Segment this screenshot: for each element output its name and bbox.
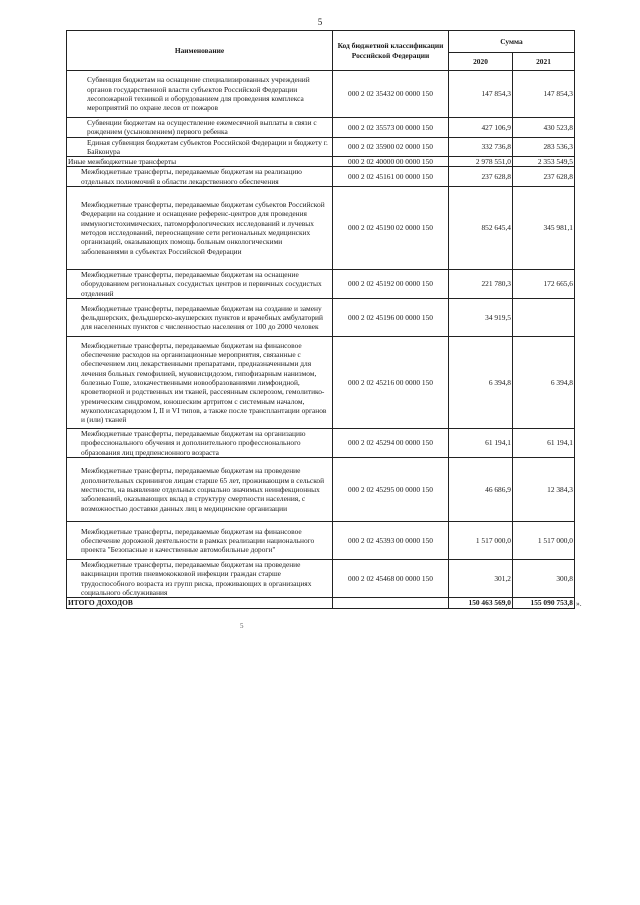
row-value-2021: 147 854,3 xyxy=(513,71,575,118)
row-value-2020: 332 736,8 xyxy=(449,137,513,157)
table-row xyxy=(67,299,575,337)
row-name: Межбюджетные трансферты, передаваемые бюджетам на реализацию отдельных полномочий в области лекарственного обеспечения xyxy=(67,167,333,187)
row-name: Единая субвенция бюджетам субъектов Российской Федерации и бюджету г. Байконура xyxy=(67,137,333,157)
row-value-2021: 345 981,1 xyxy=(513,187,575,270)
row-value-2020: 61 194,1 xyxy=(449,429,513,458)
row-value-2020: 852 645,4 xyxy=(449,187,513,270)
header-sum: Сумма xyxy=(449,31,575,53)
row-value-2021: 283 536,3 xyxy=(513,137,575,157)
row-code: 000 2 02 45468 00 0000 150 xyxy=(333,560,449,598)
revenue-table xyxy=(66,30,575,609)
row-value-2020: 147 854,3 xyxy=(449,71,513,118)
header-code: Код бюджетной классификации Российской Федерации xyxy=(333,31,449,71)
row-code: 000 2 02 45190 02 0000 150 xyxy=(333,187,449,270)
table-row xyxy=(67,429,575,458)
table-row xyxy=(67,522,575,560)
row-name: Межбюджетные трансферты, передаваемые бюджетам на проведение дополнительных скринингов лицам старше 65 лет, проживающим в сельской местности, на выявление отдельных социально значимых неинфекционных заболеваний, оказывающих вклад в структуру смертности населения, с возможностью доставки данных лиц в медицинские организации xyxy=(67,458,333,522)
row-name: Межбюджетные трансферты, передаваемые бюджетам на оснащение оборудованием региональных сосудистых центров и первичных сосудистых отделений xyxy=(67,270,333,299)
table-row xyxy=(67,157,575,167)
row-code: 000 2 02 35573 00 0000 150 xyxy=(333,118,449,138)
table-row xyxy=(67,137,575,157)
row-name: Субвенция бюджетам на оснащение специализированных учреждений органов государственной власти субъектов Российской Федерации лесопожарной техникой и оборудованием для проведения комплекса мероприятий по охране лесов от пожаров xyxy=(67,71,333,118)
total-row xyxy=(67,598,575,608)
row-code: 000 2 02 45393 00 0000 150 xyxy=(333,522,449,560)
table-row xyxy=(67,458,575,522)
row-value-2020: 2 978 551,0 xyxy=(449,157,513,167)
row-value-2021: 12 384,3 xyxy=(513,458,575,522)
row-code: 000 2 02 40000 00 0000 150 xyxy=(333,157,449,167)
row-value-2020: 1 517 000,0 xyxy=(449,522,513,560)
header-name: Наименование xyxy=(67,31,333,71)
row-name: Межбюджетные трансферты, передаваемые бюджетам на создание и замену фельдшерских, фельдшерско-акушерских пунктов и врачебных амбулаторий для населенных пунктов с численностью населения от 100 до 2000 человек xyxy=(67,299,333,337)
row-value-2021: 237 628,8 xyxy=(513,167,575,187)
row-value-2021: 1 517 000,0 xyxy=(513,522,575,560)
table-row xyxy=(67,337,575,429)
row-value-2021 xyxy=(513,299,575,337)
table-row xyxy=(67,270,575,299)
row-name: Межбюджетные трансферты, передаваемые бюджетам субъектов Российской Федерации на создание и оснащение референс-центров для проведения иммуногистохимических, патоморфологических исследований и лучевых методов исследований, переоснащение сети региональных медицинских организаций, оказывающих помощь больным онкологическими заболеваниями в субъектах Российской Федерации xyxy=(67,187,333,270)
row-code: 000 2 02 35432 00 0000 150 xyxy=(333,71,449,118)
row-value-2020: 46 686,9 xyxy=(449,458,513,522)
row-value-2021: 2 353 549,5 xyxy=(513,157,575,167)
row-code: 000 2 02 45295 00 0000 150 xyxy=(333,458,449,522)
row-value-2020: 6 394,8 xyxy=(449,337,513,429)
row-code: 000 2 02 35900 02 0000 150 xyxy=(333,137,449,157)
header-year-2020: 2020 xyxy=(449,53,513,71)
row-value-2021: 172 665,6 xyxy=(513,270,575,299)
total-label: ИТОГО ДОХОДОВ xyxy=(67,598,333,608)
row-code: 000 2 02 45216 00 0000 150 xyxy=(333,337,449,429)
row-code: 000 2 02 45294 00 0000 150 xyxy=(333,429,449,458)
table-row xyxy=(67,167,575,187)
row-name: Иные межбюджетные трансферты xyxy=(67,157,333,167)
row-name: Межбюджетные трансферты, передаваемые бюджетам на организацию профессионального обучения и дополнительного профессионального образования лиц предпенсионного возраста xyxy=(67,429,333,458)
table-row xyxy=(67,560,575,598)
table-row xyxy=(67,187,575,270)
total-code xyxy=(333,598,449,608)
header-year-2021: 2021 xyxy=(513,53,575,71)
total-value-2020: 150 463 569,0 xyxy=(449,598,513,608)
table-row xyxy=(67,71,575,118)
row-value-2021: 300,8 xyxy=(513,560,575,598)
row-code: 000 2 02 45192 00 0000 150 xyxy=(333,270,449,299)
row-value-2020: 427 106,9 xyxy=(449,118,513,138)
row-code: 000 2 02 45161 00 0000 150 xyxy=(333,167,449,187)
row-value-2020: 221 780,3 xyxy=(449,270,513,299)
total-value-2021: 155 090 753,8 xyxy=(513,598,575,608)
row-name: Субвенции бюджетам на осуществление ежемесячной выплаты в связи с рождением (усыновлением) первого ребенка xyxy=(67,118,333,138)
row-value-2021: 6 394,8 xyxy=(513,337,575,429)
row-value-2021: 61 194,1 xyxy=(513,429,575,458)
closing-quote-mark: ». xyxy=(576,599,582,608)
row-name: Межбюджетные трансферты, передаваемые бюджетам на проведение вакцинации против пневмококковой инфекции граждан старше трудоспособного возраста из групп риска, проживающих в организациях социального обслуживания xyxy=(67,560,333,598)
page-number: 5 xyxy=(317,17,323,27)
row-code: 000 2 02 45196 00 0000 150 xyxy=(333,299,449,337)
footer-mark: 5 xyxy=(240,622,244,630)
row-value-2021: 430 523,8 xyxy=(513,118,575,138)
row-name: Межбюджетные трансферты, передаваемые бюджетам на финансовое обеспечение дорожной деятельности в рамках реализации национального проекта "Безопасные и качественные автомобильные дороги" xyxy=(67,522,333,560)
row-name: Межбюджетные трансферты, передаваемые бюджетам на финансовое обеспечение расходов на организационные мероприятия, связанные с обеспечением лиц лекарственными препаратами, предназначенными для лечения больных гемофилией, муковисцидозом, гипофизарным нанизмом, болезнью Гоше, злокачественными новообразованиями лимфоидной, кроветворной и родственных им тканей, рассеянным склерозом, гемолитико-уремическим синдромом, юношеским артритом с системным началом, мукополисахаридозом I, II и VI типов, а также после трансплантации органов и (или) тканей xyxy=(67,337,333,429)
row-value-2020: 237 628,8 xyxy=(449,167,513,187)
row-value-2020: 34 919,5 xyxy=(449,299,513,337)
table-row xyxy=(67,118,575,138)
row-value-2020: 301,2 xyxy=(449,560,513,598)
